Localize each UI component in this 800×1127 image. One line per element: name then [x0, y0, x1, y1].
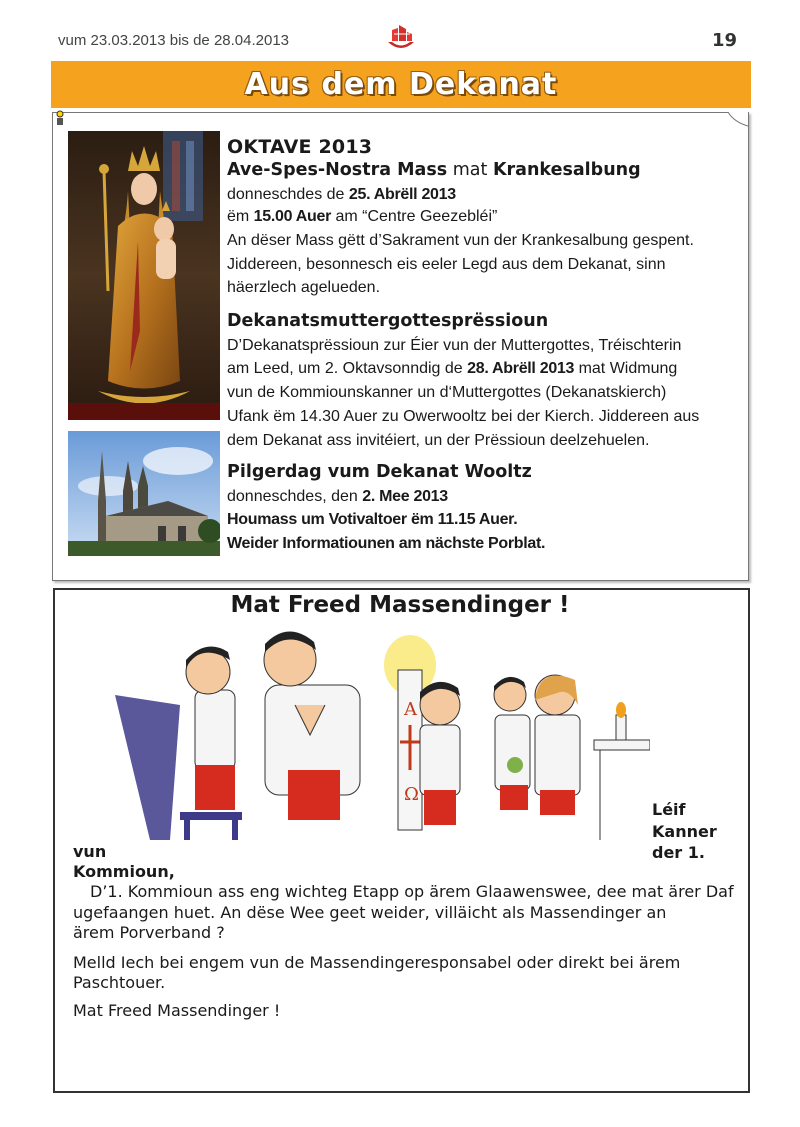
procession-heading: Dekanatsmuttergottesprëssioun	[227, 311, 549, 331]
pilgrimage-heading: Pilgerdag vum Dekanat Wooltz	[227, 462, 532, 482]
section-banner	[51, 61, 751, 108]
comic-p2-line-1: Melld Iech bei engem vun de Massendingeresponsabel oder direkt bei ärem	[73, 953, 681, 972]
svg-text:A: A	[404, 699, 417, 720]
comic-p1-line-2: ugefaangen huet. An dëse Wee geet weider, villäicht als Massendinger an	[73, 903, 667, 922]
comic-p1-line-3: ärem Porverband ?	[73, 923, 225, 942]
s2-line-1: D’Dekanatsprëssioun zur Éier vun der Muttergottes, Tréischterin	[227, 337, 682, 354]
scroll-ring-icon	[55, 110, 65, 126]
side-text-2: Kanner	[652, 822, 717, 841]
side-text-1: Léif	[652, 800, 686, 819]
svg-text:Ω: Ω	[404, 784, 419, 805]
header-date-range: vum 23.03.2013 bis de 28.04.2013	[58, 32, 290, 49]
comic-line-kommioun: Kommioun,	[73, 862, 175, 881]
s3-line-2: Houmass um Votivaltoer ëm 11.15 Auer.	[227, 511, 518, 528]
comic-p1-line-1: D’1. Kommioun ass eng wichteg Etapp op ärem Glaawenswee, dee mat ärer Daf	[90, 882, 734, 901]
s1-line-time: ëm 15.00 Auer am “Centre Geezebléi”	[227, 208, 498, 225]
s1-line-4: Jiddereen, besonnesch eis eeler Legd aus dem Dekanat, sinn	[227, 256, 666, 273]
s1-line-date: donneschdes de 25. Abrëll 2013	[227, 186, 456, 203]
comic-p2-line-2: Paschtouer.	[73, 973, 166, 992]
scroll-curl-icon	[728, 112, 748, 128]
side-text-3: der 1.	[652, 843, 705, 862]
s2-line-4: Ufank ëm 14.30 Auer zu Owerwooltz bei der Kierch. Jiddereen aus	[227, 408, 700, 425]
s1-line-5: häerzlech agelueden.	[227, 279, 381, 296]
mass-subheading: Ave-Spes-Nostra Mass mat Krankesalbung	[227, 160, 641, 180]
cathedral-photo	[68, 431, 220, 556]
madonna-statue-photo	[68, 131, 220, 420]
s2-line-2: am Leed, um 2. Oktavsonndig de 28. Abrëll 2013 mat Widmung	[227, 360, 678, 377]
s1-line-3: An dëser Mass gëtt d’Sakrament vun der Krankesalbung gespent.	[227, 232, 694, 249]
page-number: 19	[712, 30, 738, 51]
comic-line-vun: vun	[73, 842, 107, 861]
comic-p3: Mat Freed Massendinger !	[73, 1001, 281, 1020]
altar-servers-illustration	[110, 630, 650, 850]
s2-line-3: vun de Kommiounskanner un d‘Muttergottes (Dekanatskierch)	[227, 384, 667, 401]
s2-line-5: dem Dekanat ass invitéiert, un der Prëssioun deelzehuelen.	[227, 432, 650, 449]
section-title: Aus dem Dekanat	[244, 67, 558, 102]
comic-title: Mat Freed Massendinger !	[230, 592, 570, 618]
s3-line-3: Weider Informatiounen am nächste Porblat.	[227, 535, 546, 552]
parish-boat-logo-icon	[384, 22, 418, 56]
s3-line-1: donneschdes, den 2. Mee 2013	[227, 488, 448, 505]
oktave-heading: OKTAVE 2013	[227, 136, 373, 158]
